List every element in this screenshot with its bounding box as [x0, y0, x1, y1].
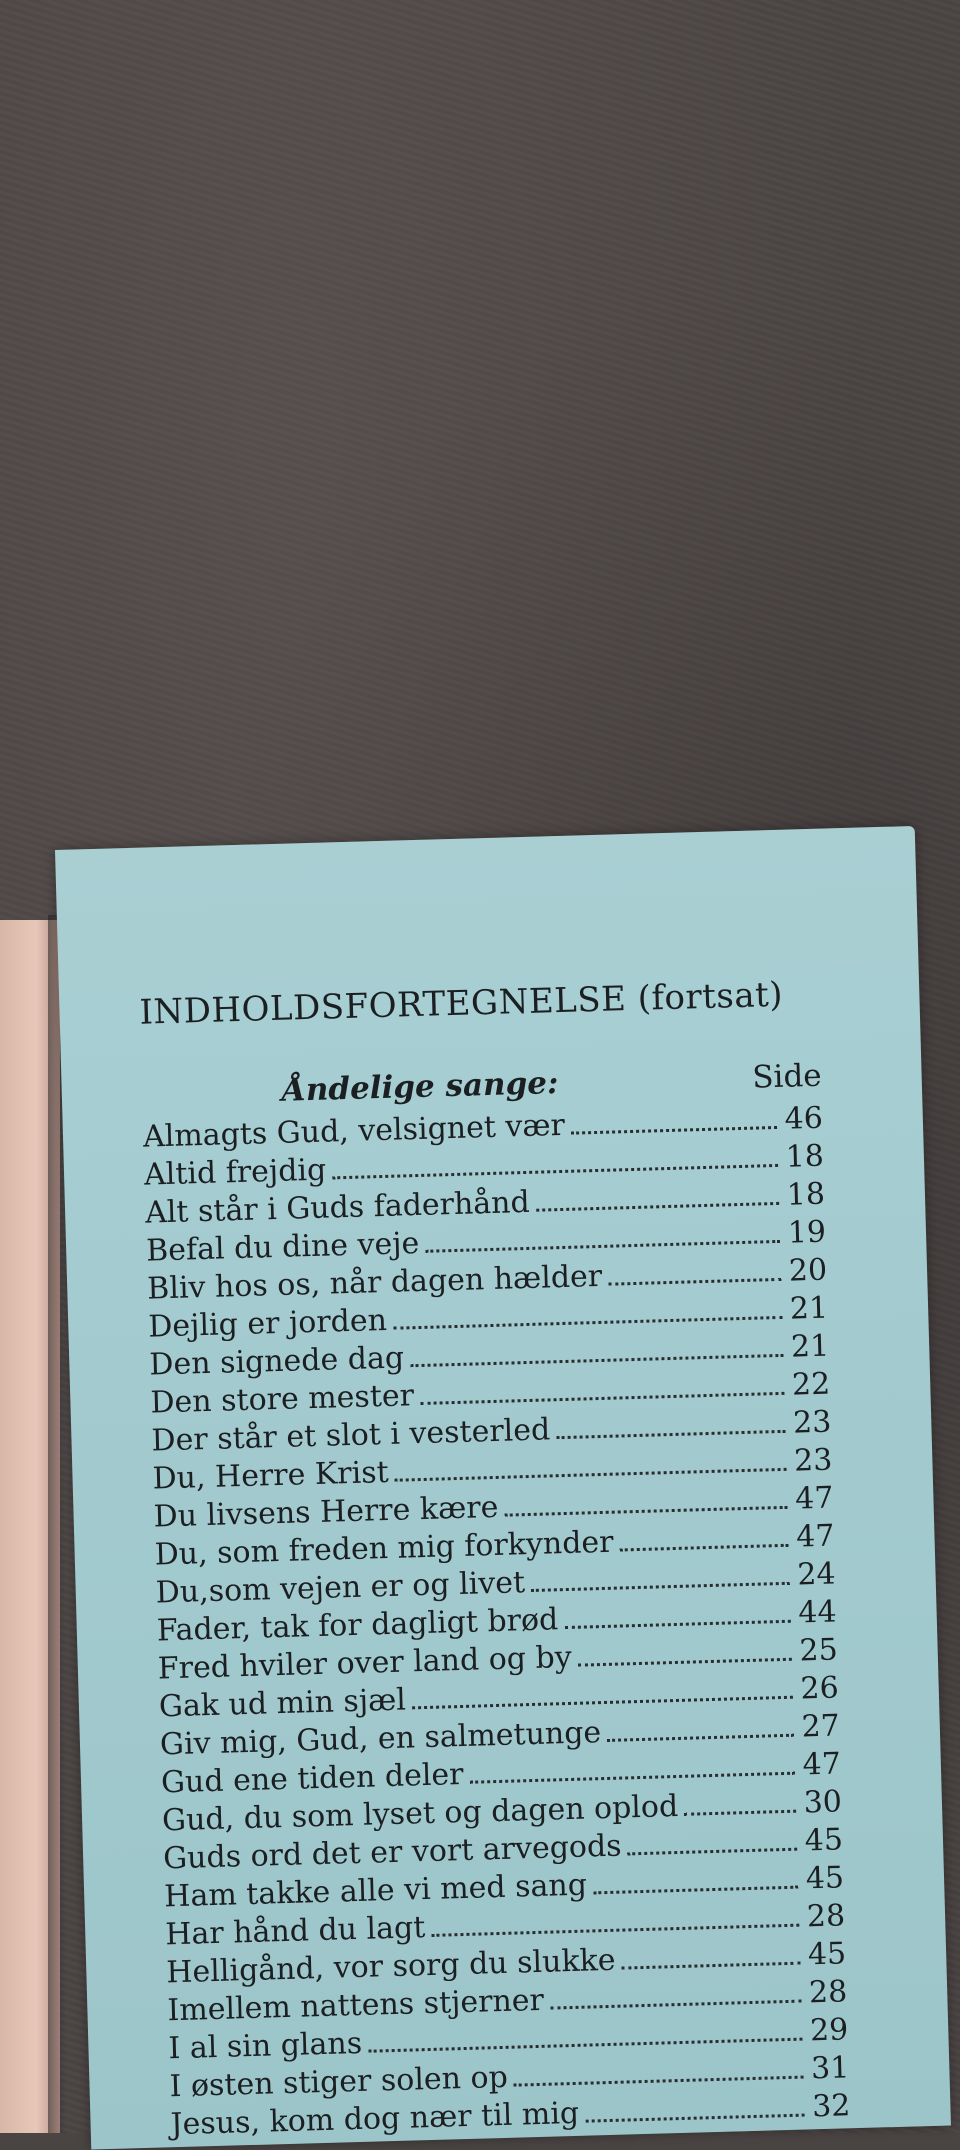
entry-page-number: 45	[805, 1860, 845, 1897]
entry-page-number: 32	[811, 2088, 851, 2125]
entry-title: Alt står i Guds faderhånd	[144, 1184, 531, 1231]
entry-title: Helligånd, vor sorg du slukke	[165, 1942, 617, 1991]
dot-leader	[585, 2113, 804, 2122]
dot-leader	[368, 2037, 802, 2052]
entry-page-number: 31	[810, 2050, 850, 2087]
entry-title: Dejlig er jorden	[147, 1302, 388, 1345]
entry-page-number: 18	[785, 1138, 825, 1175]
dot-leader	[410, 1353, 783, 1366]
entry-page-number: 21	[789, 1290, 829, 1327]
dot-leader	[550, 1999, 801, 2009]
dot-leader	[607, 1733, 794, 1741]
entry-page-number: 27	[801, 1708, 841, 1745]
dot-leader	[393, 1315, 782, 1329]
entry-page-number: 23	[793, 1442, 833, 1479]
dot-leader	[395, 1467, 787, 1481]
entry-title: Bliv hos os, når dagen hælder	[146, 1258, 603, 1307]
dot-leader	[564, 1619, 790, 1628]
entry-page-number: 25	[798, 1632, 839, 1669]
entry-page-number: 19	[787, 1214, 827, 1251]
dot-leader	[531, 1581, 790, 1591]
entry-title: Du,som vejen er og livet	[155, 1565, 526, 1611]
dot-leader	[608, 1277, 781, 1285]
entry-page-number: 45	[807, 1936, 847, 1973]
entry-title: Gak ud min sjæl	[158, 1682, 407, 1725]
entry-title: Der står et slot i vesterled	[151, 1412, 551, 1459]
dot-leader	[514, 2075, 804, 2086]
entry-title: Ham takke alle vi med sang	[163, 1867, 588, 1915]
entry-title: I al sin glans	[168, 2025, 363, 2067]
entry-title: Fred hviler over land og by	[157, 1639, 573, 1687]
dot-leader	[431, 1923, 799, 1936]
entry-title: I østen stiger solen op	[169, 2059, 509, 2105]
entry-title: Imellem nattens stjerner	[166, 1982, 545, 2029]
entry-page-number: 26	[800, 1670, 840, 1707]
dot-leader	[420, 1391, 784, 1404]
dot-leader	[412, 1695, 793, 1709]
entry-title: Giv mig, Gud, en salmetunge	[159, 1715, 602, 1763]
dot-leader	[505, 1505, 788, 1516]
dot-leader	[556, 1429, 785, 1438]
dot-leader	[622, 1961, 801, 1969]
side-column-label: Side	[751, 1057, 823, 1096]
entry-page-number: 47	[802, 1746, 842, 1783]
table-of-contents	[139, 974, 851, 2145]
section-title: Åndelige sange:	[281, 1065, 559, 1109]
dot-leader	[571, 1125, 777, 1134]
entry-page-number: 46	[784, 1100, 824, 1137]
entry-page-number: 45	[804, 1822, 844, 1859]
entry-page-number: 29	[809, 2012, 849, 2049]
entry-title: Guds ord det er vort arvegods	[162, 1828, 623, 1877]
dot-leader	[628, 1847, 798, 1855]
dot-leader	[332, 1163, 778, 1178]
entry-title: Jesus, kom dog nær til mig	[170, 2095, 580, 2143]
entry-page-number: 21	[790, 1328, 830, 1365]
entry-title: Befal du dine veje	[145, 1225, 420, 1269]
entry-title: Den store mester	[149, 1378, 415, 1421]
entry-page-number: 28	[806, 1898, 846, 1935]
entry-page-number: 28	[808, 1974, 848, 2011]
entry-title: Du livsens Herre kære	[153, 1489, 499, 1535]
entry-title: Gud ene tiden deler	[160, 1756, 464, 1801]
dot-leader	[578, 1657, 792, 1666]
book-page	[55, 826, 951, 2150]
entry-list	[143, 1100, 851, 2145]
entry-title: Har hånd du lagt	[164, 1910, 426, 1953]
entry-page-number: 24	[796, 1556, 837, 1593]
entry-title: Altid frejdig	[143, 1152, 327, 1193]
dot-leader	[470, 1771, 795, 1783]
dot-leader	[425, 1239, 780, 1252]
entry-page-number: 20	[788, 1252, 828, 1289]
entry-page-number: 47	[794, 1480, 834, 1517]
entry-title: Den signede dag	[148, 1340, 405, 1383]
entry-title: Gud, du som lyset og dagen oplod	[161, 1788, 679, 1839]
page-heading: INDHOLDSFORTEGNELSE (fortsat)	[139, 974, 784, 1033]
entry-page-number: 23	[792, 1404, 832, 1441]
entry-page-number: 22	[791, 1366, 831, 1403]
dot-leader	[684, 1809, 796, 1815]
entry-page-number: 18	[786, 1176, 826, 1213]
dot-leader	[536, 1201, 779, 1211]
entry-page-number: 47	[795, 1518, 835, 1555]
entry-title: Almagts Gud, velsignet vær	[142, 1107, 566, 1155]
entry-title: Du, som freden mig forkynder	[154, 1524, 614, 1573]
entry-title: Du, Herre Krist	[152, 1454, 390, 1497]
entry-title: Fader, tak for dagligt brød	[156, 1602, 559, 1649]
entry-page-number: 30	[803, 1784, 843, 1821]
dot-leader	[620, 1543, 789, 1551]
dot-leader	[593, 1885, 798, 1894]
entry-page-number: 44	[797, 1594, 838, 1631]
